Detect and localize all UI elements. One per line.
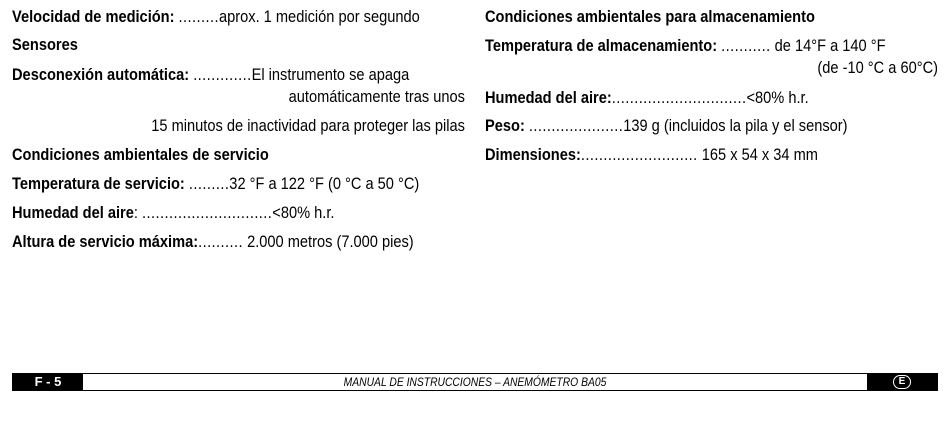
leader-dots: ............................. — [142, 203, 273, 222]
spec-value: 32 °F a 122 °F (0 °C a 50 °C) — [229, 174, 420, 193]
spec-velocidad — [12, 5, 420, 29]
heading-servicio: Condiciones ambientales de servicio — [12, 145, 269, 164]
spec-value: 165 x 54 x 34 mm — [701, 145, 818, 164]
spec-label: Velocidad de medición: — [12, 7, 175, 26]
language-badge — [867, 374, 937, 390]
label-colon: : — [133, 203, 138, 222]
leader-dots: ..................... — [528, 116, 624, 135]
spec-humedad-almacen — [485, 86, 875, 110]
spec-temp-almacen — [485, 34, 886, 58]
spec-value: 2.000 metros (7.000 pies) — [247, 232, 414, 251]
spec-humedad — [12, 201, 402, 225]
spec-label: Temperatura de almacenamiento: — [485, 36, 718, 55]
spec-temp-servicio — [12, 172, 420, 196]
heading-almacenamiento: Condiciones ambientales para almacenamiento — [485, 7, 815, 26]
leader-dots: .............................. — [611, 88, 747, 107]
spec-value: 139 g (incluidos la pila y el sensor) — [623, 116, 848, 135]
page-number: F - 5 — [13, 374, 83, 390]
spec-desconexion-cont1: automáticamente tras unos — [288, 87, 465, 106]
spec-value: <80% h.r. — [746, 88, 809, 107]
spec-label: Desconexión automática: — [12, 65, 190, 84]
spec-altura — [12, 230, 414, 254]
leader-dots: ......... — [188, 174, 230, 193]
language-e-icon: E — [893, 375, 911, 389]
spec-peso — [485, 114, 875, 138]
leader-dots: ............. — [193, 65, 252, 84]
spec-label: Humedad del aire — [12, 203, 134, 222]
leader-dots: .......................... — [580, 145, 698, 164]
spec-value: El instrumento se apaga — [251, 65, 410, 84]
spec-temp-almacen-cont: (de -10 °C a 60°C) — [817, 58, 938, 77]
spec-value: aprox. 1 medición por segundo — [218, 7, 420, 26]
spec-label: Peso: — [485, 116, 525, 135]
leader-dots: .......... — [198, 232, 244, 251]
manual-title: MANUAL DE INSTRUCCIONES – ANEMÓMETRO BA05 — [343, 375, 607, 389]
spec-desconexion-cont2: 15 minutos de inactividad para proteger las pilas — [151, 116, 465, 135]
spec-label: Dimensiones: — [485, 145, 581, 164]
spec-label: Altura de servicio máxima: — [12, 232, 199, 251]
spec-desconexion — [12, 63, 410, 87]
spec-dimensiones — [485, 143, 875, 167]
spec-label: Humedad del aire: — [485, 88, 612, 107]
heading-sensores: Sensores — [12, 35, 78, 54]
spec-value: de 14°F a 140 °F — [774, 36, 886, 55]
leader-dots: ........... — [721, 36, 771, 55]
leader-dots: ......... — [178, 7, 219, 26]
page-footer — [12, 373, 938, 391]
spec-value: <80% h.r. — [272, 203, 335, 222]
spec-label: Temperatura de servicio: — [12, 174, 185, 193]
